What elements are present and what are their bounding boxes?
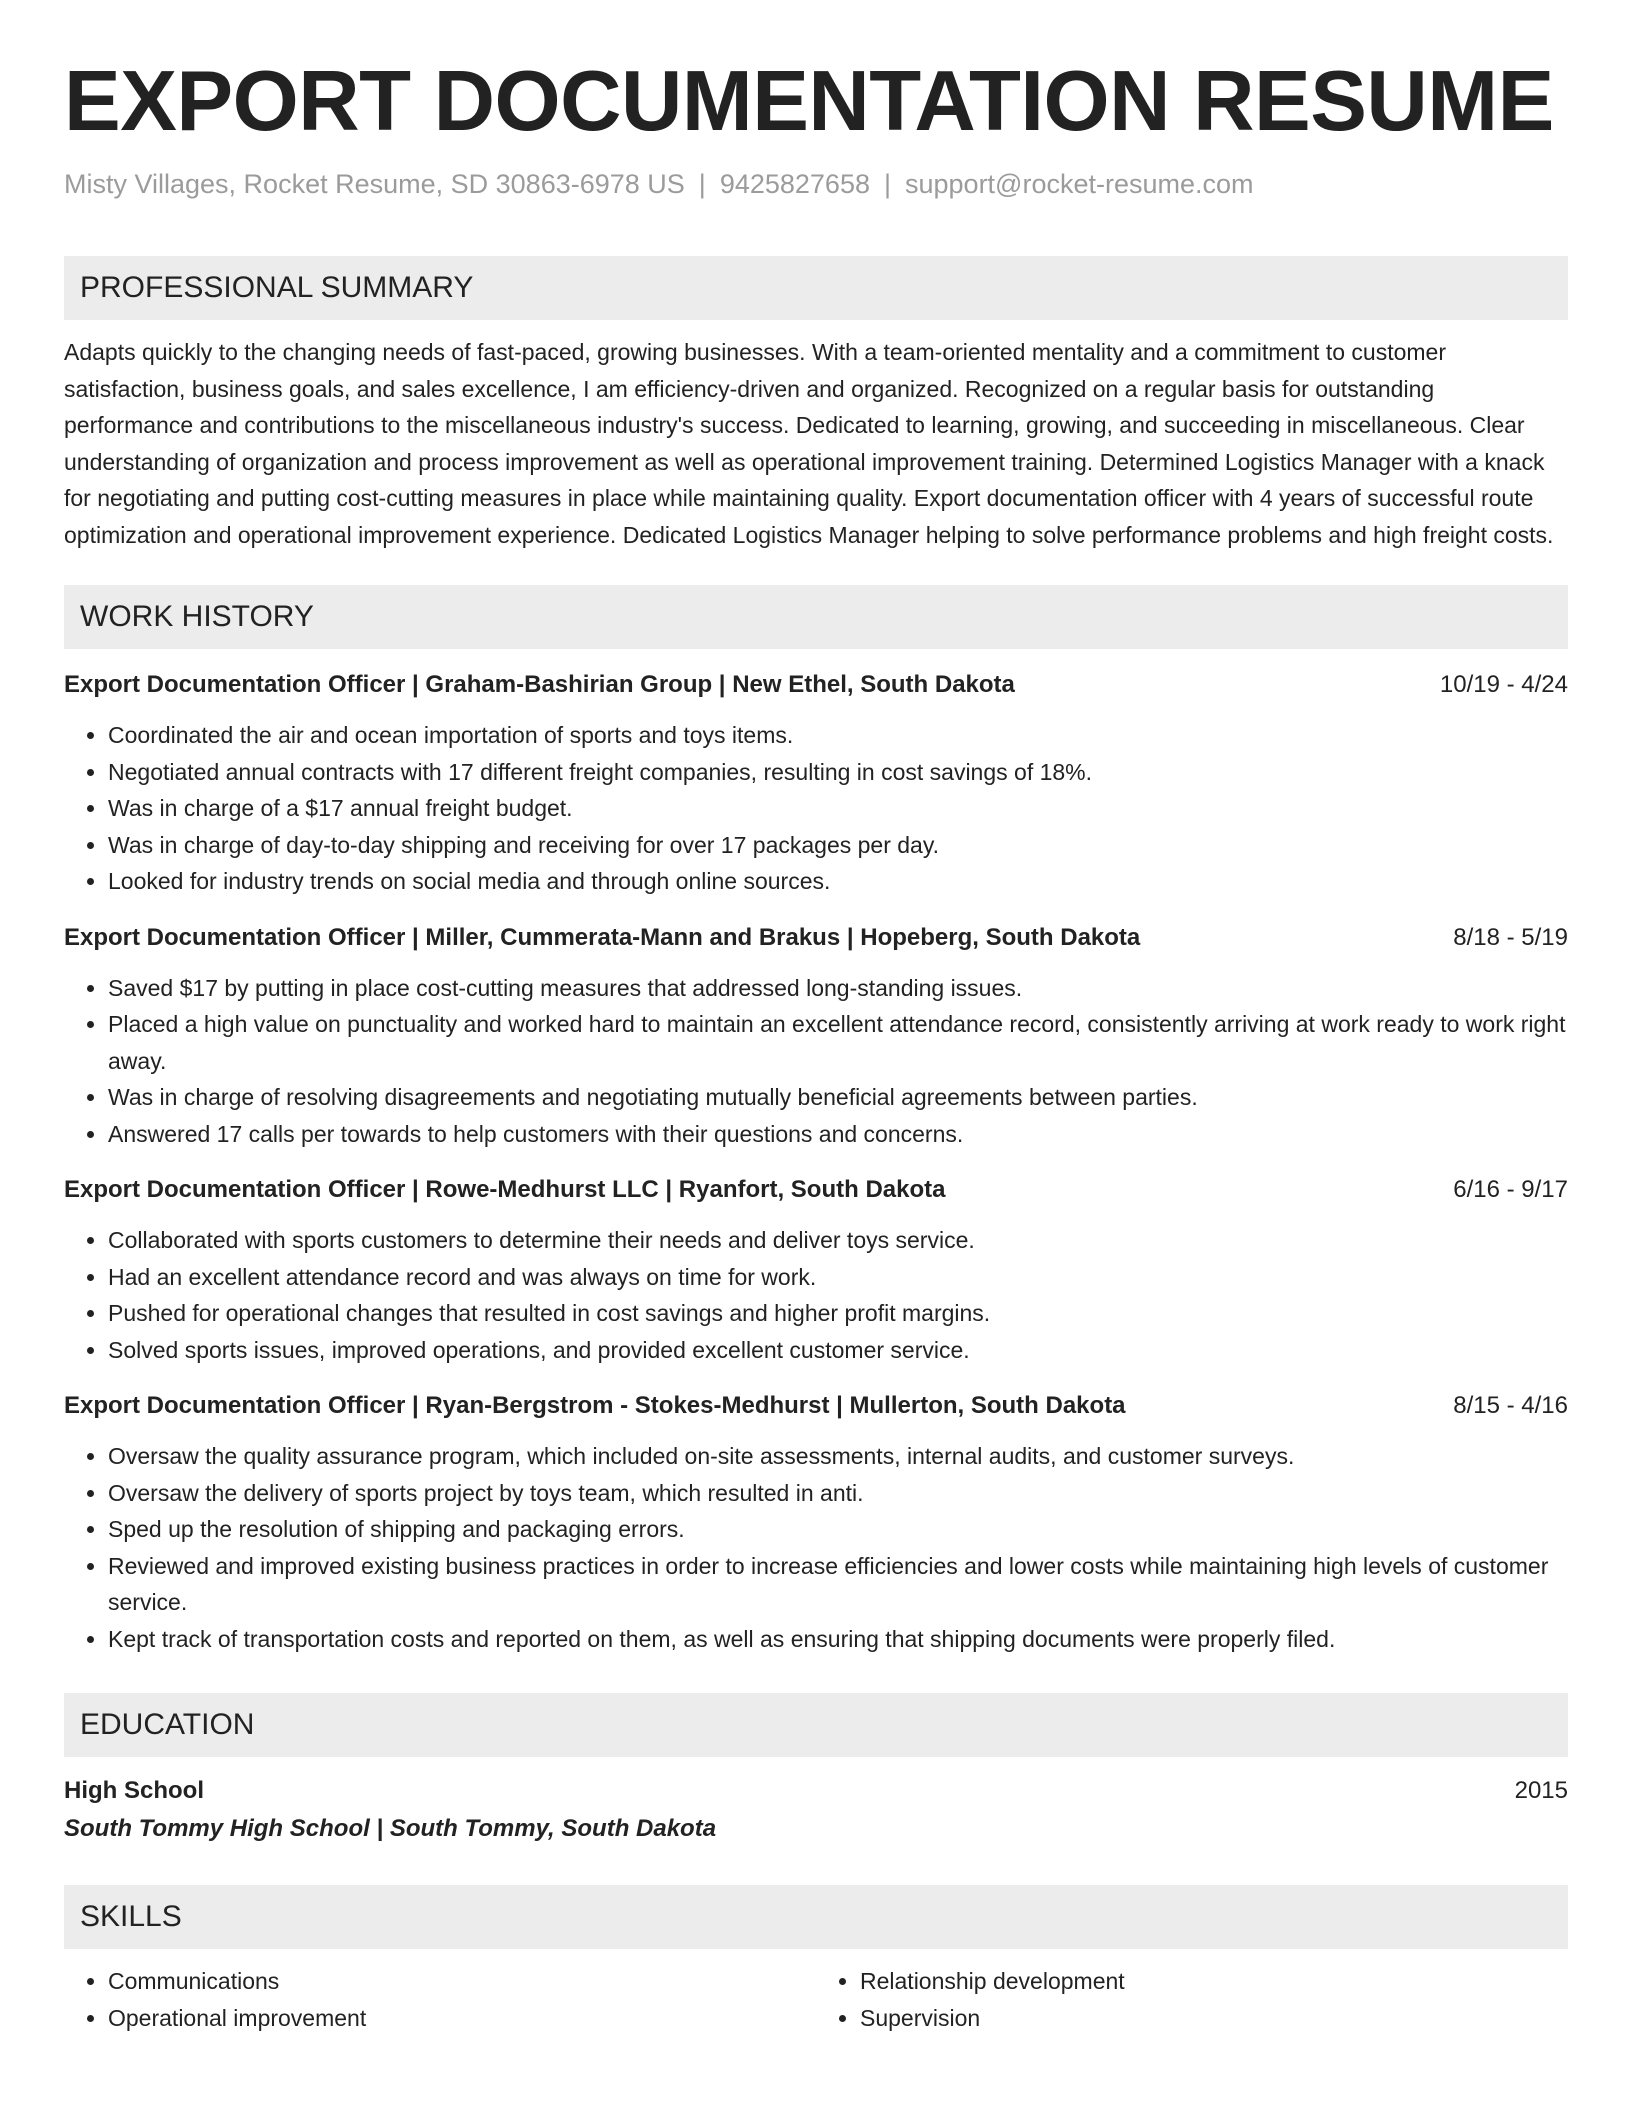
job-entry: [64, 667, 1568, 900]
section-header-education: EDUCATION: [64, 1693, 1568, 1757]
education-school: South Tommy High School | South Tommy, South Dakota: [64, 1815, 717, 1842]
job-bullet: • Kept track of transportation costs and reported on them, as well as ensuring that shipping documents were properly filed.: [108, 1621, 1568, 1658]
job-header: [64, 920, 1568, 956]
job-bullet: • Negotiated annual contracts with 17 different freight companies, resulting in cost savings of 18%.: [108, 754, 1568, 791]
job-dates: 8/18 - 5/19: [1453, 923, 1568, 951]
job-header: [64, 1388, 1568, 1424]
job-header: [64, 1172, 1568, 1208]
skill-item: • Operational improvement: [108, 2000, 816, 2037]
contact-phone: 9425827658: [719, 169, 870, 199]
skill-item: • Communications: [108, 1963, 816, 2000]
job-bullet: • Looked for industry trends on social media and through online sources.: [108, 863, 1568, 900]
job-bullet: • Was in charge of resolving disagreements and negotiating mutually beneficial agreements between parties.: [108, 1079, 1568, 1116]
job-entry: [64, 920, 1568, 1153]
job-bullet: • Solved sports issues, improved operations, and provided excellent customer service.: [108, 1332, 1568, 1369]
job-bullet: • Placed a high value on punctuality and worked hard to maintain an excellent attendance record, consistently arriving at work ready to work right away.: [108, 1006, 1568, 1079]
skills-column-right: [816, 1963, 1568, 2036]
job-title: Export Documentation Officer | Miller, Cummerata-Mann and Brakus | Hopeberg, South Dakota: [64, 923, 1141, 951]
skill-item: • Supervision: [860, 2000, 1568, 2037]
job-bullet: • Sped up the resolution of shipping and packaging errors.: [108, 1511, 1568, 1548]
job-bullet: • Pushed for operational changes that resulted in cost savings and higher profit margins.: [108, 1295, 1568, 1332]
job-dates: 6/16 - 9/17: [1453, 1176, 1568, 1203]
education-year: 2015: [1514, 1777, 1568, 1804]
skills-list: [64, 1963, 1568, 2036]
job-bullet: • Oversaw the delivery of sports project by toys team, which resulted in anti.: [108, 1475, 1568, 1512]
job-header: [64, 667, 1568, 703]
job-entry: [64, 1172, 1568, 1368]
job-bullet: • Answered 17 calls per towards to help customers with their questions and concerns.: [108, 1116, 1568, 1153]
job-bullet: • Collaborated with sports customers to determine their needs and deliver toys service.: [108, 1222, 1568, 1259]
section-header-work-history: WORK HISTORY: [64, 585, 1568, 649]
job-bullet: • Reviewed and improved existing business practices in order to increase efficiencies and lower costs while maintaining high levels of customer service.: [108, 1548, 1568, 1621]
job-bullet: • Was in charge of day-to-day shipping and receiving for over 17 packages per day.: [108, 827, 1568, 864]
job-bullet: • Oversaw the quality assurance program, which included on-site assessments, internal audits, and customer surveys.: [108, 1438, 1568, 1475]
job-bullet: • Had an excellent attendance record and was always on time for work.: [108, 1259, 1568, 1296]
job-bullets: [64, 970, 1568, 1153]
job-bullets: [64, 1438, 1568, 1657]
education-degree: High School: [64, 1777, 204, 1804]
job-title: Export Documentation Officer | Ryan-Bergstrom - Stokes-Medhurst | Mullerton, South Dakota: [64, 1392, 1126, 1419]
contact-separator: |: [698, 169, 706, 199]
skills-column-left: [64, 1963, 816, 2036]
education-entry: [64, 1773, 1568, 1849]
job-dates: 10/19 - 4/24: [1439, 671, 1568, 698]
skill-item: • Relationship development: [860, 1963, 1568, 2000]
job-bullets: [64, 717, 1568, 900]
job-bullet: • Was in charge of a $17 annual freight budget.: [108, 790, 1568, 827]
contact-separator: |: [883, 169, 891, 199]
section-header-skills: SKILLS: [64, 1885, 1568, 1949]
contact-line: [64, 164, 1568, 204]
contact-email: support@rocket-resume.com: [905, 169, 1254, 199]
education-header: [64, 1773, 1568, 1809]
job-bullets: [64, 1222, 1568, 1368]
job-title: Export Documentation Officer | Graham-Bashirian Group | New Ethel, South Dakota: [64, 671, 1015, 698]
resume-title: EXPORT DOCUMENTATION RESUME: [64, 54, 1554, 149]
section-header-summary: PROFESSIONAL SUMMARY: [64, 256, 1568, 320]
summary-text: Adapts quickly to the changing needs of fast-paced, growing businesses. With a team-oriented mentality and a commitment to customer satisfaction, business goals, and sales excellence, I am efficiency-driven and organized. Recognized on a regular basis for outstanding performance and contributions to the miscellaneous industry's success. Dedicated to learning, growing, and succeeding in miscellaneous. Clear understanding of organization and process improvement as well as operational improvement training. Determined Logistics Manager with a knack for negotiating and putting cost-cutting measures in place while maintaining quality. Export documentation officer with 4 years of successful route optimization and operational improvement experience. Dedicated Logistics Manager helping to solve performance problems and high freight costs.: [64, 339, 1554, 548]
job-dates: 8/15 - 4/16: [1453, 1392, 1568, 1419]
job-title: Export Documentation Officer | Rowe-Medhurst LLC | Ryanfort, South Dakota: [64, 1176, 946, 1203]
job-entry: [64, 1388, 1568, 1657]
job-bullet: • Saved $17 by putting in place cost-cutting measures that addressed long-standing issues.: [108, 970, 1568, 1007]
contact-address: Misty Villages, Rocket Resume, SD 30863-6978 US: [64, 169, 685, 199]
job-bullet: • Coordinated the air and ocean importation of sports and toys items.: [108, 717, 1568, 754]
